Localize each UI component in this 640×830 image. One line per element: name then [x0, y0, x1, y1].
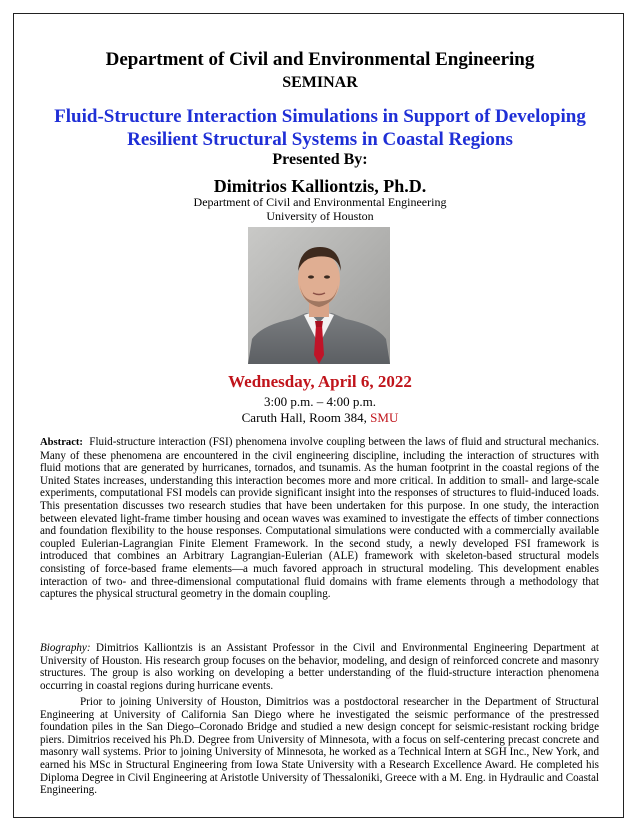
abstract-paragraph [40, 436, 599, 601]
event-location-text: Caruth Hall, Room 384, [241, 410, 371, 425]
event-time-location [0, 394, 640, 426]
biography-paragraph-2: Prior to joining University of Houston, Dimitrios was a postdoctoral researcher in the Department of Structural Engineering at University of California San Diego where he investigated the seismic performance of the prestressed foundation piles in the San Diego–Coronado Bridge and studied a new design concept for seismic-resistant rocking bridge piers. Dimitrios received his Ph.D. Degree from University of Minnesota, with a focus on self-centering precast concrete and masonry wall systems. Prior to joining University of Minnesota, he worked as a Technical Intern at SGH Inc., New York, and earned his MSc in Structural Engineering from Iowa State University with a Research Excellence Award. He completed his Diploma Degree in Civil Engineering at Aristotle University of Thessaloniki, Greece with a M. Eng. in Hydraulic and Coastal Engineering. [40, 696, 599, 797]
speaker-university: University of Houston [266, 209, 374, 223]
speaker-name: Dimitrios Kalliontzis, Ph.D. [213, 176, 427, 196]
event-location-org: SMU [370, 410, 399, 425]
speaker-affiliation [0, 195, 640, 223]
event-location [0, 410, 640, 426]
talk-title-line-1: Fluid-Structure Interaction Simulations in Support of Developing [54, 106, 586, 127]
abstract-label: Abstract: [40, 437, 83, 448]
biography-text-1: Dimitrios Kalliontzis is an Assistant Professor in the Civil and Environmental Engineering Department at University of Houston. His research group focuses on the behavior, modeling, and design of reinforced concrete and masonry structures. The group is also working on developing a better understanding of the fluid-structure interaction phenomena occurring in coastal regions during hurricane events. [40, 642, 599, 692]
seminar-label: SEMINAR [282, 74, 358, 91]
department-heading: Department of Civil and Environmental Engineering [105, 49, 535, 70]
biography-label: Biography: [40, 642, 91, 654]
presented-by-label: Presented By: [272, 151, 368, 168]
talk-title [0, 105, 640, 151]
speaker-department: Department of Civil and Environmental Engineering [193, 195, 447, 209]
event-date: Wednesday, April 6, 2022 [228, 372, 412, 391]
biography-paragraph-1 [40, 642, 599, 692]
talk-title-line-2: Resilient Structural Systems in Coastal Regions [127, 129, 513, 150]
event-time: 3:00 p.m. – 4:00 p.m. [264, 394, 376, 409]
abstract-text: Fluid-structure interaction (FSI) phenomena involve coupling between the laws of fluid and structural mechanics. Many of these phenomena are encountered in the civil engineering discipline, including the interaction of structures with fluid motions that are generated by hurricanes, tornados, and tsunamis. As the human footprint in the coastal regions of the United States increases, understanding this interaction becomes more and more critical. In addition to small- and large-scale experiments, computational FSI models can provide significant insight into the responses of structures to fluid-induced loads. This presentation discusses two research studies that have been undertaken for this purpose. In one study, the interaction between elevated light-frame timber housing and ocean waves was examined to investigate the effects of timber connections and foundation flexibility to the house responses. Computational simulations were conducted with a commercially available coupled Eulerian-Lagrangian Finite Element Framework. In the second study, a newly developed FSI framework is introduced that combines an Arbitrary Lagrangian-Eulerian (ALE) framework with skeleton-based structural models consisting of force-based frame elements—a much favored approach in structural modeling. This development enables interaction of two- and three-dimensional computational fluid domains with frame elements through a methodology that captures the physical structural geometry in the domain coupling. [40, 436, 600, 601]
speaker-photo [248, 227, 390, 364]
